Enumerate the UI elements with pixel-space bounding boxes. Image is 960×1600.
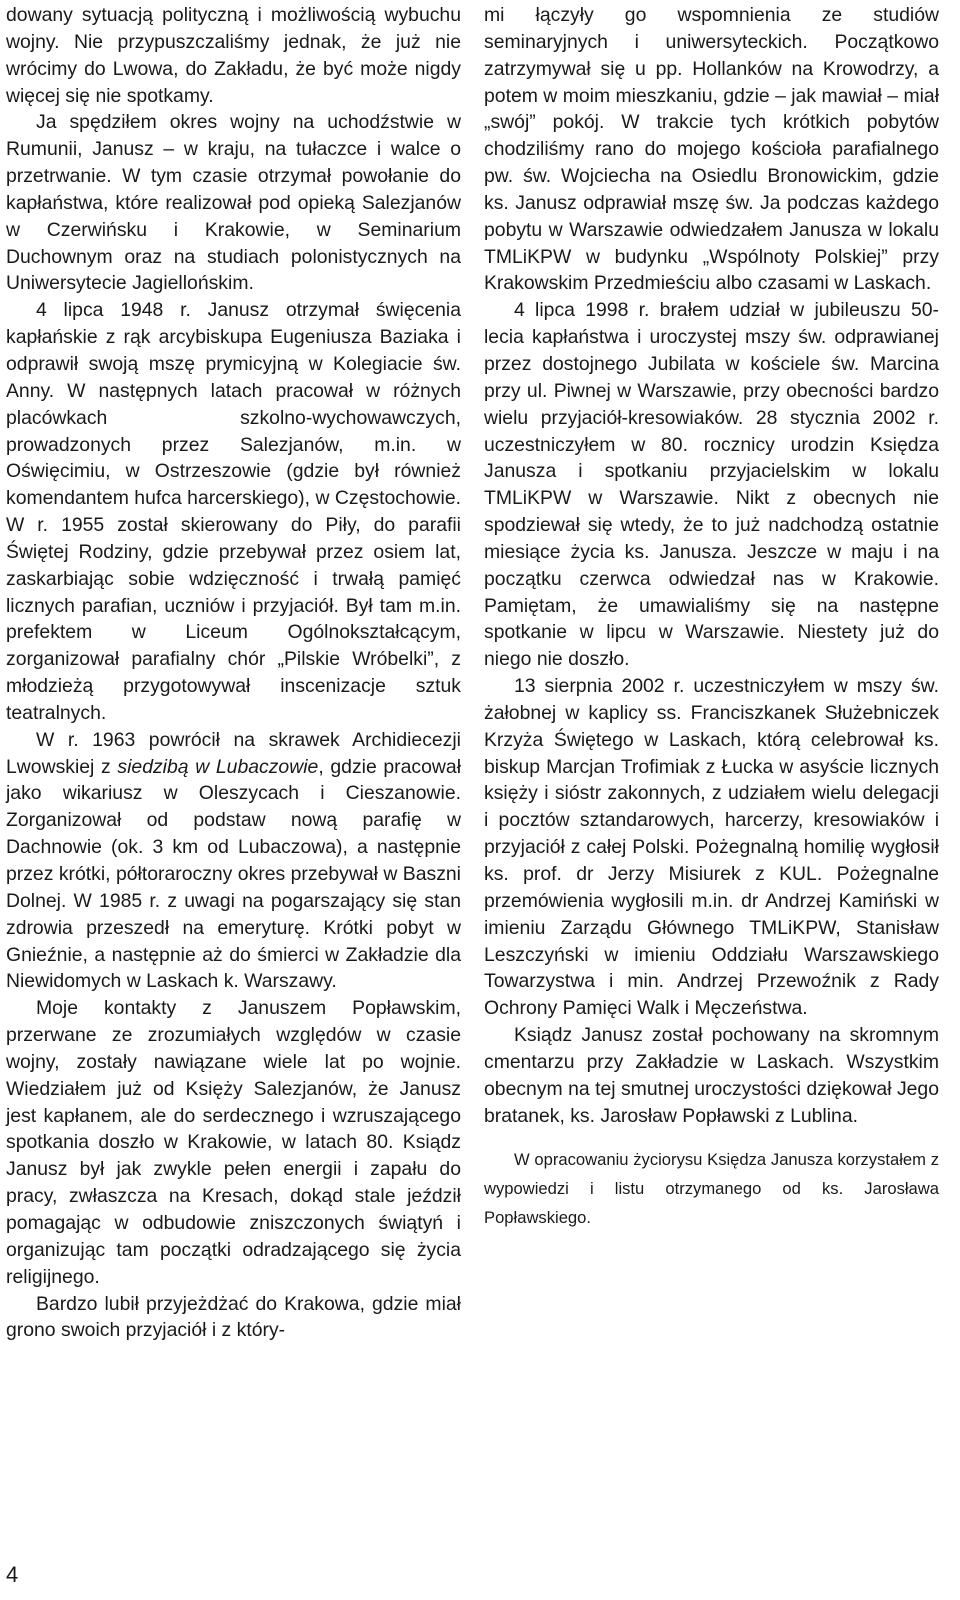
paragraph: 13 sierpnia 2002 r. uczestniczyłem w mszy św. żałobnej w kaplicy ss. Franciszkanek Służebniczek Krzyża Świętego w Laskach, którą celebrował ks. biskup Marcjan Trofimiak z Łucka w asyście licznych księży i sióstr zakonnych, z udziałem wielu delegacji i pocztów sztandarowych, harcerzy, kresowiaków i przyjaciół z całej Polski. Pożegnalną homilię wygłosił ks. prof. dr Jerzy Misiurek z KUL. Pożegnalne przemówienia wygłosili m.in. dr Andrzej Kamiński w imieniu Zarządu Głównego TMLiKPW, Stanisław Leszczyński w imieniu Oddziału Warszawskiego Towarzystwa i min. Andrzej Przewoźnik z Rady Ochrony Pamięci Walk i Męczeństwa. — [484, 675, 939, 1020]
paragraph: Ja spędziłem okres wojny na uchodźstwie w Rumunii, Janusz – w kraju, na tułaczce i walce o przetrwanie. W tym czasie otrzymał powołanie do kapłaństwa, które realizował pod opieką Salezjanów w Czerwińsku i Krakowie, w Seminarium Duchownym oraz na studiach polonistycznych na Uniwersytecie Jagiellońskim. — [6, 111, 461, 295]
paragraph: mi łączyły go wspomnienia ze studiów seminaryjnych i uniwersyteckich. Początkowo zatrzymywał się u pp. Hollanków na Krowodrzy, a potem w moim mieszkaniu, gdzie – jak mawiał – miał „swój” pokój. W trakcie tych krótkich pobytów chodziliśmy rano do mojego kościoła parafialnego pw. św. Wojciecha na Osiedlu Bronowickim, gdzie ks. Janusz odprawiał mszę św. Ja podczas każdego pobytu w Warszawie odwiedzałem Janusza w lokalu TMLiKPW w budynku „Wspólnoty Polskiej” przy Krakowskim Przedmieściu albo czasami w Laskach. — [484, 4, 939, 295]
paragraph: 4 lipca 1998 r. brałem udział w jubileuszu 50-lecia kapłaństwa i uroczystej mszy św. odprawianej przez dostojnego Jubilata w kościele św. Marcina przy ul. Piwnej w Warszawie, przy obecności bardzo wielu przyjaciół-kresowiaków. 28 stycznia 2002 r. uczestniczyłem w 80. rocznicy urodzin Księdza Janusza i spotkaniu przyjacielskim w lokalu TMLiKPW w Warszawie. Nikt z obecnych nie spodziewał się wtedy, że to już nadchodzą ostatnie miesiące życia ks. Janusza. Jeszcze w maju i na początku czerwca odwiedzał nas w Krakowie. Pamiętam, że umawialiśmy się na następne spotkanie w lipcu w Warszawie. Niestety już do niego nie doszło. — [484, 299, 939, 671]
author-note: W opracowaniu życiorysu Księdza Janusza korzystałem z wypowiedzi i listu otrzymanego od ks. Jarosława Popławskiego. — [484, 1150, 939, 1228]
paragraph: dowany sytuacją polityczną i możliwością wybuchu wojny. Nie przypuszczaliśmy jednak, że już nie wrócimy do Lwowa, do Zakładu, że być może nigdy więcej się nie spotkamy. — [6, 4, 461, 107]
left-column — [6, 2, 461, 1344]
right-column — [484, 2, 939, 1232]
paragraph: 4 lipca 1948 r. Janusz otrzymał święcenia kapłańskie z rąk arcybiskupa Eugeniusza Baziaka i odprawił swoją mszę prymicyjną w Kolegiacie św. Anny. W następnych latach pracował w różnych placówkach szkolno-wychowawczych, prowadzonych przez Salezjanów, m.in. w Oświęcimiu, w Ostrzeszowie (gdzie był również komendantem hufca harcerskiego), w Częstochowie. W r. 1955 został skierowany do Piły, do parafii Świętej Rodziny, gdzie przebywał przez osiem lat, zaskarbiając sobie wdzięczność i trwałą pamięć licznych parafian, uczniów i przyjaciół. Był tam m.in. prefektem w Liceum Ogólnokształcącym, zorganizował parafialny chór „Pilskie Wróbelki”, z młodzieżą przygotowywał inscenizacje sztuk teatralnych. — [6, 299, 461, 724]
text-run: , gdzie pracował jako wikariusz w Oleszycach i Cieszanowie. Zorganizował od podstaw nową parafię w Dachnowie (ok. 3 km od Lubaczowa), a następnie przez krótki, półtoraroczny okres przebywał w Baszni Dolnej. W 1985 r. z uwagi na pogarszający się stan zdrowia przeszedł na emeryturę. Krótki pobyt w Gnieźnie, a następnie aż do śmierci w Zakładzie dla Niewidomych w Laskach k. Warszawy. — [6, 755, 461, 993]
paragraph: Ksiądz Janusz został pochowany na skromnym cmentarzu przy Zakładzie w Laskach. Wszystkim obecnym na tej smutnej uroczystości dziękował Jego bratanek, ks. Jarosław Popławski z Lublina. — [484, 1024, 939, 1127]
paragraph: Bardzo lubił przyjeżdżać do Krakowa, gdzie miał grono swoich przyjaciół i z który- — [6, 1292, 461, 1342]
italic-text: siedzibą w Lubaczowie — [117, 755, 319, 778]
paragraph: Moje kontakty z Januszem Popławskim, przerwane ze zrozumiałych względów w czasie wojny, zostały nawiązane wiele lat po wojnie. Wiedziałem już od Księży Salezjanów, że Janusz jest kapłanem, ale do serdecznego i wzruszającego spotkania doszło w Krakowie, w latach 80. Ksiądz Janusz był jak zwykle pełen energii i zapału do pracy, zwłaszcza na Kresach, dokąd stale jeździł pomagając w odbudowie zniszczonych świątyń i organizując tam początki odradzającego się życia religijnego. — [6, 997, 461, 1288]
text-run: W r. 1963 powrócił na skrawek Archidiecezji Lwowskiej z — [6, 728, 461, 778]
page-number: 4 — [6, 1562, 19, 1587]
paragraph — [6, 727, 461, 995]
